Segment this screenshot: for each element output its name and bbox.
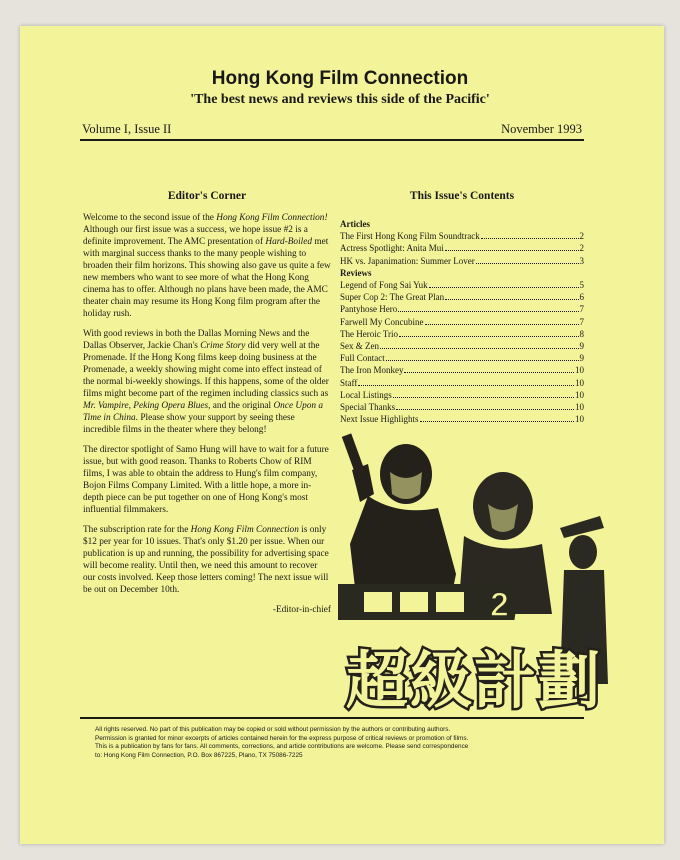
toc-leader-dots — [393, 397, 574, 398]
toc-leader-dots — [399, 336, 579, 337]
toc-leader-dots — [404, 372, 574, 373]
article-entry — [340, 255, 584, 267]
editor-column — [83, 212, 331, 616]
toc-leader-dots — [429, 287, 579, 288]
review-entry — [340, 352, 584, 364]
toc-entry-title: Legend of Fong Sai Yuk — [340, 280, 428, 291]
toc-leader-dots — [358, 385, 574, 386]
poster-number-strip — [338, 584, 520, 624]
editor-paragraph-2: With good reviews in both the Dallas Morning News and the Dallas Observer, Jackie Chan's Crime Story did very well at the Promenade. If the Hong Kong films keep doing business at the Promenade, a weekly showing might come into effect instead of the normal bi-weekly showings. If this happens, some of the older films might become part of the regimen including classics such as Mr. Vampire, Peking Opera Blues, and the original Once Upon a Time in China. Please show your support by seeing these incredible films in the theater where they belong! — [83, 329, 329, 435]
review-entry — [340, 291, 584, 303]
reviews-section-label: Reviews — [340, 267, 372, 278]
copyright-notice: All rights reserved. No part of this publication may be copied or sold without permission by the authors or contributing authors. Permission is granted for minor excerpts of articles contained herein for the express purpose of critical reviews or promotion of films. This is a publication by fans for fans. All comments, corrections, and article contributions are welcome. Please send correspondence to: Hong Kong Film Connection, P.O. Box 867225, Plano, TX 75086-7225 — [95, 726, 469, 759]
review-entry — [340, 340, 584, 352]
toc-entry-page: 10 — [575, 377, 584, 388]
toc-entry-page: 7 — [579, 304, 584, 315]
toc-leader-dots — [380, 348, 579, 349]
editor-paragraph-1: Welcome to the second issue of the Hong Kong Film Connection! Although our first issue was a success, we hope issue #2 is a definite improvement. The AMC presentation of Hard-Boiled met with marginal success thanks to the many people wishing to broaden their film horizons. This showing also gave us quite a few new members who want to see more of what the Hong Kong cinema has to offer. Although no plans have been made, the AMC theater chain may resume its Hong Kong film program after the holiday rush. — [83, 213, 331, 319]
toc-entry-page: 6 — [579, 292, 584, 303]
toc-entry-title: Sex & Zen — [340, 341, 379, 352]
volume-issue: Volume I, Issue II — [82, 122, 172, 136]
article-entry — [340, 242, 584, 254]
toc-leader-dots — [386, 360, 579, 361]
toc-entry-page: 9 — [579, 341, 584, 352]
header-rule — [80, 139, 584, 141]
toc-entry-title: Local Listings — [340, 389, 392, 400]
toc-entry-title: HK vs. Japanimation: Summer Lover — [340, 255, 475, 266]
review-entry — [340, 279, 584, 291]
review-entry — [340, 316, 584, 328]
toc-entry-page: 2 — [579, 243, 584, 254]
toc-entry-title: Farwell My Concubine — [340, 316, 424, 327]
articles-section-label: Articles — [340, 219, 370, 229]
review-entry — [340, 377, 584, 389]
toc-entry-title: The First Hong Kong Film Soundtrack — [340, 231, 480, 242]
toc-entry-title: Full Contact — [340, 353, 385, 364]
toc-entry-title: The Heroic Trio — [340, 328, 398, 339]
review-entry — [340, 303, 584, 315]
toc-entry-page: 9 — [579, 353, 584, 364]
toc-entry-title: Pantyhose Hero — [340, 304, 398, 315]
toc-entry-page: 3 — [579, 255, 584, 266]
toc-leader-dots — [445, 250, 579, 251]
editor-signoff: -Editor-in-chief — [272, 605, 331, 615]
editor-heading: Editor's Corner — [167, 190, 247, 202]
toc-entry-title: Next Issue Highlights — [340, 414, 419, 425]
toc-leader-dots — [398, 311, 578, 312]
toc-entry-page: 5 — [579, 280, 584, 291]
toc-leader-dots — [420, 421, 575, 422]
toc-entry-title: Super Cop 2: The Great Plan — [340, 292, 445, 303]
toc-entry-page: 10 — [575, 402, 584, 413]
issue-date: November 1993 — [501, 122, 582, 136]
toc-leader-dots — [445, 299, 578, 300]
toc-leader-dots — [481, 238, 579, 239]
toc-leader-dots — [476, 263, 579, 264]
toc-entry-title: Special Thanks — [340, 402, 396, 413]
toc-entry-title: Staff — [340, 377, 358, 388]
review-entry — [340, 401, 584, 413]
toc-entry-page: 8 — [579, 328, 584, 339]
contents-heading: This Issue's Contents — [409, 190, 515, 202]
toc-entry-title: Actress Spotlight: Anita Mui — [340, 243, 444, 254]
toc-entry-page: 10 — [575, 414, 584, 425]
editor-paragraph-4: The subscription rate for the Hong Kong Film Connection is only $12 per year for 10 issues. That's only $1.20 per issue. When our publication is up and running, the possibility for advertising space will become reality. Until then, we need this amount to recover our costs involved. Keep those letters coming! The next issue will be out on December 10th. — [83, 525, 329, 595]
toc-leader-dots — [396, 409, 574, 410]
article-entry — [340, 230, 584, 242]
review-entry — [340, 328, 584, 340]
newsletter-title: Hong Kong Film Connection — [211, 68, 469, 89]
review-entry — [340, 364, 584, 376]
toc-entry-title: The Iron Monkey — [340, 365, 404, 376]
toc-entry-page: 10 — [575, 389, 584, 400]
toc-entry-page: 2 — [579, 231, 584, 242]
footer-rule — [80, 717, 584, 719]
review-entry — [340, 389, 584, 401]
toc-entry-page: 7 — [579, 316, 584, 327]
newsletter-tagline: 'The best news and reviews this side of the Pacific' — [190, 92, 490, 107]
editor-paragraph-3: The director spotlight of Samo Hung will have to wait for a future issue, but with good reason. Thanks to Roberts Chow of RIM films, I was able to obtain the address to Hung's film company, Bojon Films Company Limited. With a little hope, a more in-depth piece can be put together on one of Hong Kong's most influential filmmakers. — [83, 445, 329, 515]
supercop2-poster-image — [338, 424, 610, 716]
toc-entry-page: 10 — [575, 365, 584, 376]
svg-text:2: 2 — [490, 586, 509, 624]
poster-chinese-title: 超級計劃 — [346, 644, 603, 716]
table-of-contents — [340, 218, 584, 425]
toc-leader-dots — [425, 324, 579, 325]
